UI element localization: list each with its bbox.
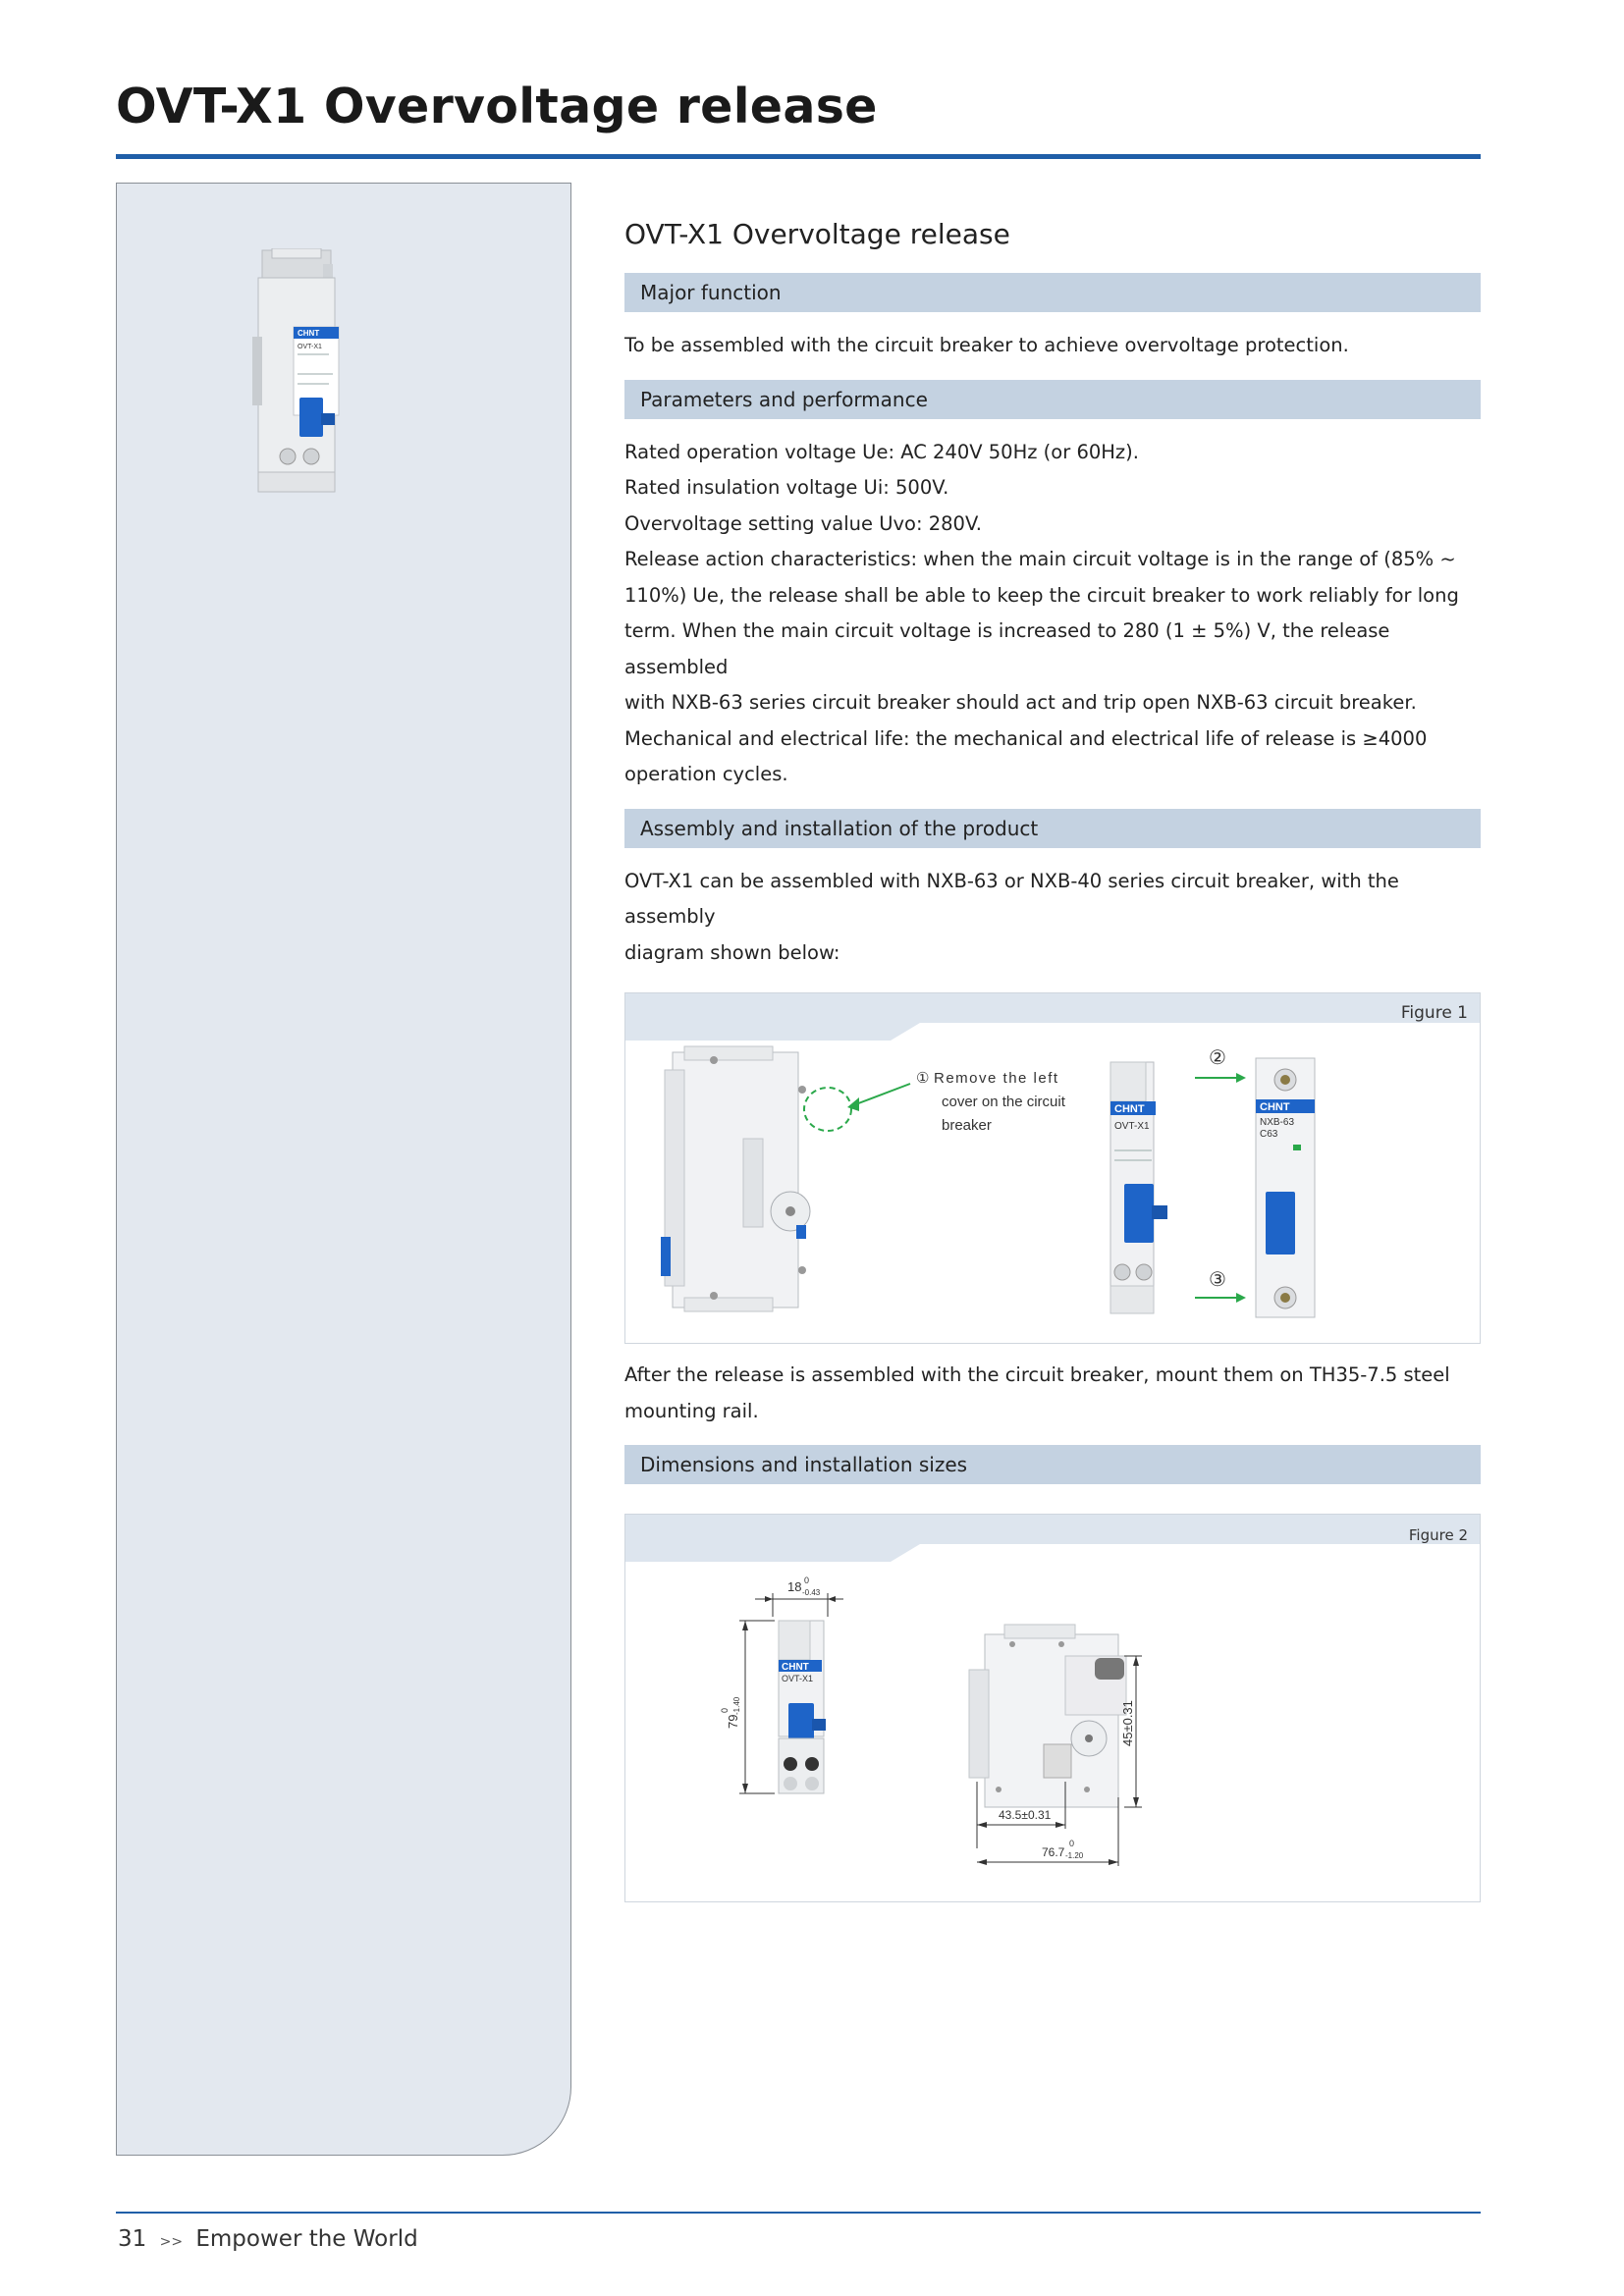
release-model-label: OVT-X1 — [1114, 1121, 1150, 1132]
step1-text-line: cover on the circuit — [942, 1094, 1065, 1110]
footer-rule — [116, 2212, 1481, 2214]
section-heading-assembly: Assembly and installation of the product — [624, 809, 1481, 848]
dim-height-value: 79 — [726, 1714, 740, 1729]
module-front-view — [779, 1621, 826, 1793]
assembly-diagram — [625, 1041, 1480, 1343]
parameters-line: term. When the main circuit voltage is increased to 280 (1 ± 5%) V, the release assembled — [624, 619, 1390, 678]
dim-brand-label: CHNT — [782, 1662, 809, 1673]
step1-text-line: Remove the left — [934, 1070, 1059, 1087]
step2-marker: ② — [1209, 1047, 1226, 1069]
dim-depth-total: 76.7 — [1042, 1845, 1065, 1859]
dim-width-tol-upper: 0 — [804, 1575, 810, 1585]
breaker-side-view — [661, 1046, 910, 1311]
product-image — [244, 248, 372, 494]
assembly-after-line: mounting rail. — [624, 1399, 759, 1422]
dimension-drawing — [625, 1562, 1480, 1903]
dim-width-value: 18 — [787, 1579, 802, 1594]
figure-2-label: Figure 2 — [1408, 1526, 1468, 1544]
assembly-intro — [624, 864, 1481, 972]
title-rule — [116, 154, 1481, 159]
parameters-line: Mechanical and electrical life: the mechanical and electrical life of release is ≥4000 — [624, 726, 1428, 750]
dim-model-label: OVT-X1 — [782, 1674, 814, 1683]
parameters-text — [624, 435, 1481, 793]
dim-height-tol-lower: -1.40 — [732, 1696, 741, 1715]
parameters-line: Rated operation voltage Ue: AC 240V 50Hz (or 60Hz). — [624, 440, 1139, 463]
dim-depth-front: 45±0.31 — [1120, 1700, 1135, 1746]
page-title: OVT-X1 Overvoltage release — [116, 79, 878, 134]
parameters-line: with NXB-63 series circuit breaker should act and trip open NXB-63 circuit breaker. — [624, 691, 1417, 714]
parameters-line: Overvoltage setting value Uvo: 280V. — [624, 511, 982, 535]
product-model-label: OVT-X1 — [298, 344, 322, 350]
figure-1-header — [625, 993, 1480, 1041]
footer-text: Empower the World — [195, 2226, 418, 2252]
product-brand-label: CHNT — [298, 329, 320, 338]
figure-1-label: Figure 1 — [1400, 1003, 1468, 1023]
parameters-line: 110%) Ue, the release shall be able to keep the circuit breaker to work reliably for long — [624, 583, 1459, 607]
product-title: OVT-X1 Overvoltage release — [624, 218, 1010, 250]
breaker-rating-label: C63 — [1260, 1129, 1278, 1140]
parameters-line: Rated insulation voltage Ui: 500V. — [624, 476, 949, 499]
release-brand-label: CHNT — [1114, 1103, 1145, 1115]
footer-separator: >> — [159, 2234, 184, 2250]
step3-marker: ③ — [1209, 1269, 1226, 1291]
footer — [118, 2226, 418, 2252]
breaker-brand-label: CHNT — [1260, 1101, 1290, 1113]
step1-text-line: breaker — [942, 1117, 992, 1134]
dim-depth-total-tol-upper: 0 — [1069, 1839, 1075, 1848]
figure-2 — [624, 1514, 1481, 1902]
side-panel — [116, 183, 571, 2156]
section-heading-major-function: Major function — [624, 273, 1481, 312]
release-module — [1110, 1062, 1167, 1313]
section-heading-dimensions: Dimensions and installation sizes — [624, 1445, 1481, 1484]
dim-depth-total-tol-lower: -1.20 — [1065, 1851, 1084, 1860]
figure-2-header — [625, 1515, 1480, 1562]
module-side-view — [969, 1625, 1126, 1807]
dim-width-tol-lower: -0.43 — [802, 1588, 821, 1597]
dim-height-tol-upper: 0 — [720, 1707, 730, 1713]
footer-page-number: 31 — [118, 2226, 147, 2252]
breaker-model-label: NXB-63 — [1260, 1117, 1295, 1128]
section-heading-parameters: Parameters and performance — [624, 380, 1481, 419]
step1-marker: ① — [916, 1070, 930, 1087]
assembly-intro-line: diagram shown below: — [624, 940, 840, 964]
parameters-line: Release action characteristics: when the main circuit voltage is in the range of (85% ~ — [624, 548, 1456, 570]
assembly-after-line: After the release is assembled with the circuit breaker, mount them on TH35-7.5 steel — [624, 1363, 1450, 1386]
dim-depth-inner: 43.5±0.31 — [999, 1808, 1052, 1822]
assembly-intro-line: OVT-X1 can be assembled with NXB-63 or NXB-40 series circuit breaker, with the assembly — [624, 869, 1399, 928]
figure-1 — [624, 992, 1481, 1344]
major-function-text: To be assembled with the circuit breaker to achieve overvoltage protection. — [624, 334, 1349, 356]
content-column — [624, 183, 1481, 1902]
breaker-front-view — [1256, 1058, 1315, 1317]
assembly-after-text — [624, 1358, 1481, 1429]
parameters-line: operation cycles. — [624, 763, 788, 785]
